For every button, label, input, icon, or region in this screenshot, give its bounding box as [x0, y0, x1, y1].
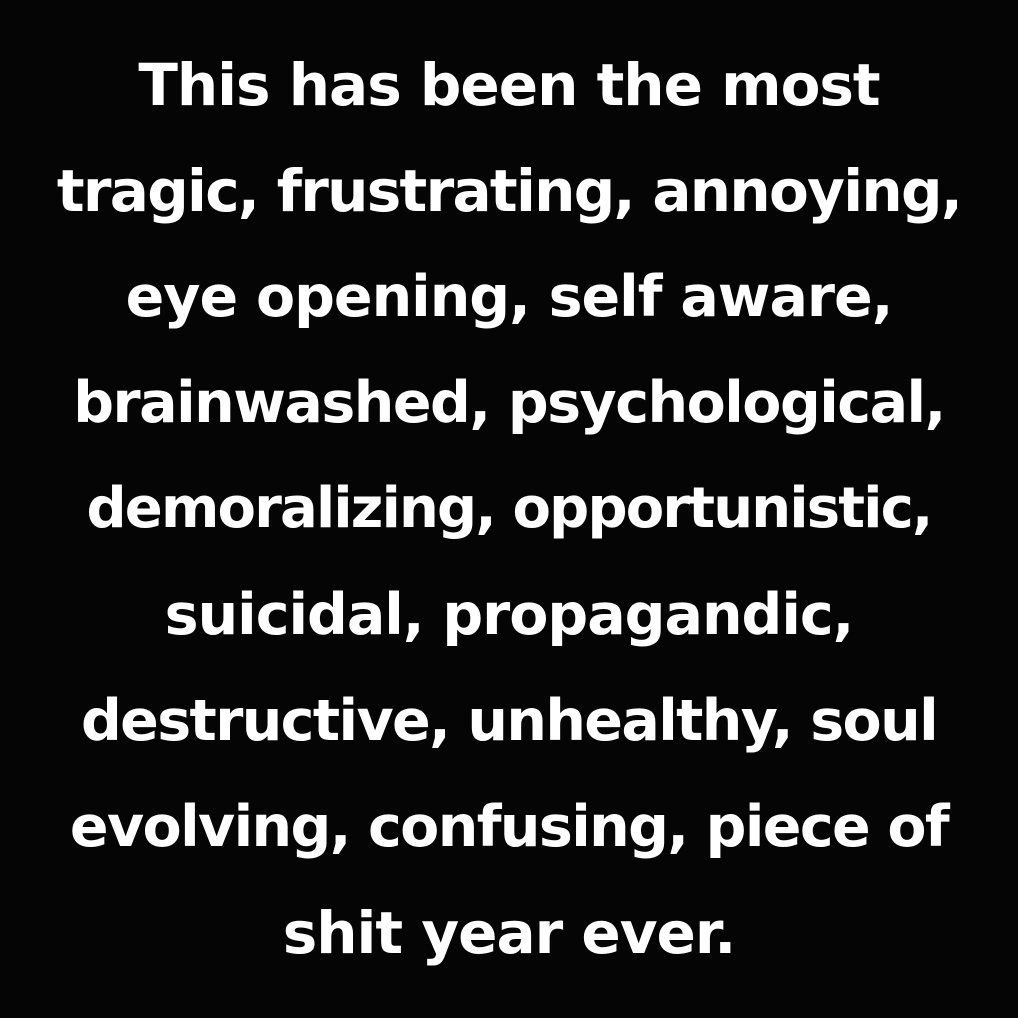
quote-line-5: demoralizing, opportunistic,: [86, 476, 932, 541]
quote-line-4: brainwashed, psychological,: [73, 370, 945, 436]
quote-line-9: shit year ever.: [282, 899, 736, 967]
quote-line-7: destructive, unhealthy, soul: [80, 688, 938, 754]
quote-line-2: tragic, frustrating, annoying,: [56, 157, 962, 225]
quote-text-block: [0, 32, 1018, 986]
quote-line-6: suicidal, propagandic,: [164, 582, 854, 648]
quote-line-8: evolving, confusing, piece of: [69, 794, 949, 860]
quote-line-3: eye opening, self aware,: [125, 264, 893, 330]
quote-line-1: This has been the most: [138, 51, 880, 119]
